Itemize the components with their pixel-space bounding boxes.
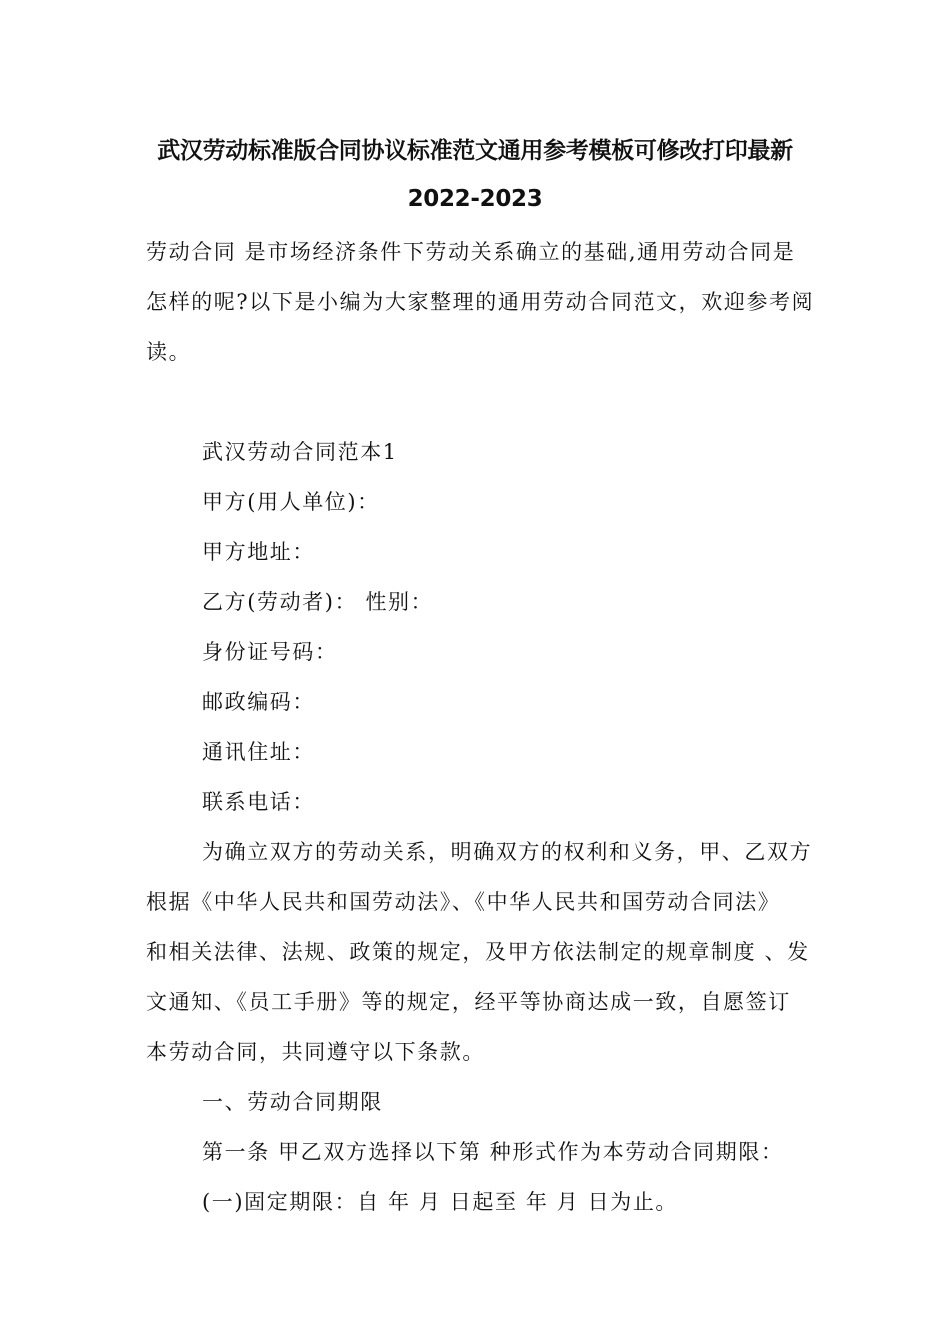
field-postal-code: 邮政编码： xyxy=(202,690,315,714)
intro-line: 怎样的呢?以下是小编为大家整理的通用劳动合同范文，欢迎参考阅 xyxy=(146,290,815,314)
preamble-line: 根据《中华人民共和国劳动法》、《中华人民共和国劳动合同法》 xyxy=(146,890,781,914)
preamble-line: 文通知、《员工手册》等的规定，经平等协商达成一致，自愿签订 xyxy=(146,990,791,1014)
section-heading: 一、劳动合同期限 xyxy=(202,1090,383,1114)
preamble-line: 为确立双方的劳动关系，明确双方的权利和义务，甲、乙双方 xyxy=(202,840,813,864)
field-party-b-gender: 乙方(劳动者)： 性别： xyxy=(202,590,434,614)
document-title-year: 2022-2023 xyxy=(407,186,543,212)
sample-heading: 武汉劳动合同范本1 xyxy=(202,440,398,464)
preamble-line: 本劳动合同，共同遵守以下条款。 xyxy=(146,1040,485,1064)
field-id-number: 身份证号码： xyxy=(202,640,338,664)
preamble-line: 和相关法律、法规、政策的规定，及甲方依法制定的规章制度 、发 xyxy=(146,940,810,964)
intro-line: 劳动合同 是市场经济条件下劳动关系确立的基础,通用劳动合同是 xyxy=(146,240,796,264)
article-text: 第一条 甲乙双方选择以下第 种形式作为本劳动合同期限： xyxy=(202,1140,784,1164)
field-party-a: 甲方(用人单位)： xyxy=(202,490,380,514)
field-party-a-address: 甲方地址： xyxy=(202,540,315,564)
field-phone: 联系电话： xyxy=(202,790,315,814)
document-title: 武汉劳动标准版合同协议标准范文通用参考模板可修改打印最新 xyxy=(157,138,793,164)
intro-line: 读。 xyxy=(146,340,192,364)
field-mailing-address: 通讯住址： xyxy=(202,740,315,764)
clause-text: (一)固定期限：自 年 月 日起至 年 月 日为止。 xyxy=(202,1190,679,1214)
